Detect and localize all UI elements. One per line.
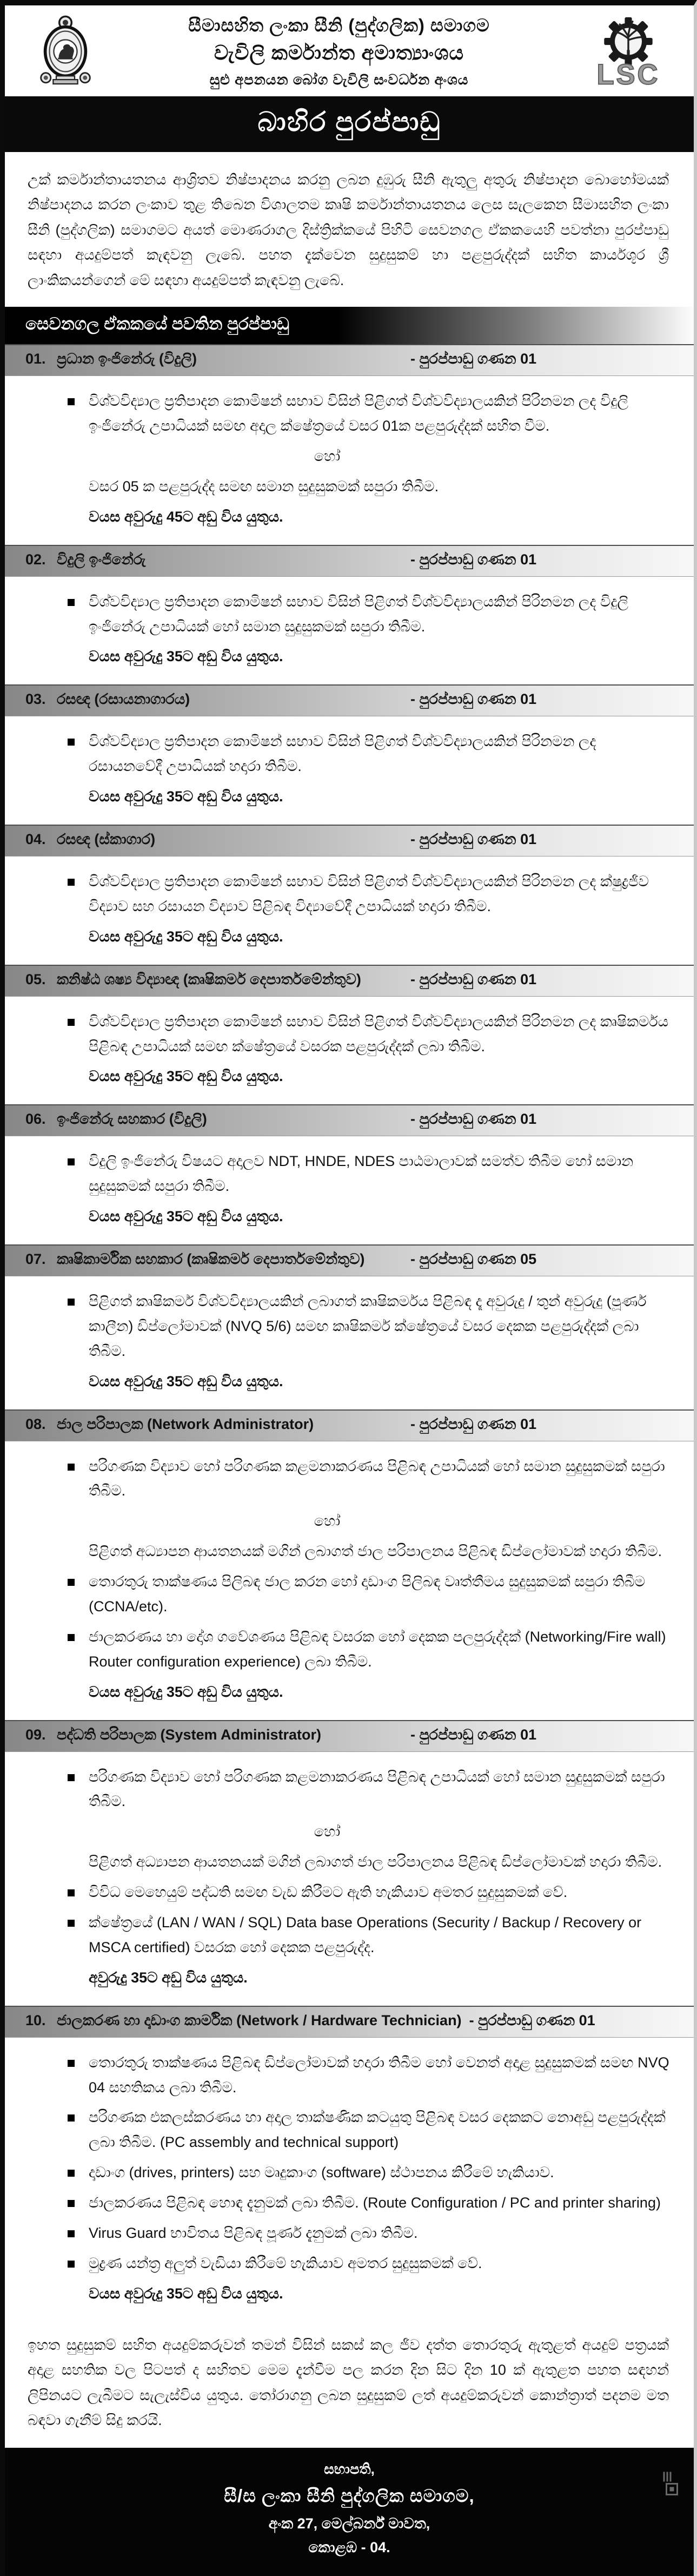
qualification-plain-item: වසර 05 ක පළපුරුද්ද සමඟ සමාන සුදුසුකමක් සපුරා තිබීම. [89, 478, 439, 495]
bullet-square-icon [68, 398, 75, 405]
printer-mark-icon [661, 2471, 682, 2496]
age-requirement: වයස අවුරුදු 35ට අඩු විය යුතුය. [89, 1068, 283, 1085]
vacancy-section-body [5, 1136, 694, 1244]
vacancy-title: පද්ධති පරිපාලක (System Administrator) [57, 1726, 322, 1743]
vacancy-title: ඉංජිනේරු සහකාර (විදුලි) [57, 1111, 207, 1128]
bullet-square-icon [68, 2114, 75, 2122]
vacancy-section-header [5, 1104, 694, 1136]
qualification-text: විශ්වවිද්‍යාල ප්‍රතිපාදන කොමිෂන් සභාව විසින් පිළිගත් විශ්වවිද්‍යාලයකින් පිරිනමන ලද රසායනවේදී උපාධියක් හදාරා තිබීම. [89, 733, 596, 775]
qualification-text: තොරතුරු තාක්ෂණය පිළිබඳ ඩිප්ලෝමාවක් හදාරා තිබීම හෝ වෙනත් අදාළ සුදුසුකමක් සමඟ NVQ 04 සහතිකය ලබා තිබීම. [89, 2054, 669, 2096]
qualification-bullet-item [5, 2160, 671, 2185]
vacancy-title: කෘෂිකාර්මික සහකාර (කෘෂිකර්ම දෙපාර්තමේන්තුව) [57, 1251, 365, 1267]
vacancy-count: - පුරප්පාඩු ගණන 01 [410, 551, 537, 568]
qualification-text: පරිගණක එකලස්කරණය හා අදාල තාක්ෂණික කටයුතු පිළිබඳ වසර දෙකකට නොඅඩු පළපුරුද්දක් ලබා තිබීම. (PC assembly and technical support) [89, 2109, 666, 2151]
footer-company: සී/ස ලංකා සීනි පුද්ගලික සමාගම, [224, 2486, 475, 2506]
qualification-text: පරිගණක විද්‍යාව හෝ පරිගණක කළමනාකරණය පිළිබඳ උපාධියක් හෝ සමාන සුදුසුකමක් සපුරා තිබීම. [89, 1768, 665, 1810]
qualification-text: පරිගණක විද්‍යාව හෝ පරිගණක කළමනාකරණය පිළිබඳ උපාධියක් හෝ සමාන සුදුසුකමක් සපුරා තිබීම. [89, 1458, 665, 1499]
footer-street: අංක 27, මෙල්බර්න් මාවත, [268, 2515, 430, 2532]
vacancy-title: ප්‍රධාන ඉංජිනේරු (විදුලි) [57, 351, 197, 367]
bullet-square-icon [68, 2170, 75, 2177]
age-requirement: වයස අවුරුදු 35ට අඩු විය යුතුය. [89, 648, 283, 665]
vacancy-number: 05. [25, 971, 46, 987]
vacancy-section-header [5, 1720, 694, 1752]
vacancy-section-header [5, 965, 694, 997]
vacancy-section-body [5, 376, 694, 544]
qualification-bullet-item [5, 1010, 671, 1059]
vacancy-section-body [5, 1752, 694, 2006]
lsc-logo-text: LSC [596, 58, 660, 90]
intro-paragraph: උක් කර්මාන්තායතනය ආශ්‍රිතව නිෂ්පාදනය කරනු ලබන දුඹුරු සීනි ඇතුලු අතුරු නිෂ්පාදන බොහෝමයක් නිෂ්පාදනය කරන ලංකාව තුළ තිබෙන විශාලතම කෘෂි කර්මාන්තායතනය ලෙස සැලකෙන සීමාසහිත ලංකා සීනි (පුද්ගලික) සමාගමට අයත් මොණරාගල දිස්ත්‍රික්කයේ පිහිටි සෙවනගල ඒකකයෙහි පවත්නා පුරප්පාඩු සඳහා අයදුම්පත් කැඳවනු ලැබේ. පහත දැක්වෙන සුදුසුකම් හා පළපුරුද්දක් සහිත කාර්යශූර ශ්‍රී ලාංකිකයන්ගෙන් මේ සඳහා අයදුම්පත් කැඳවනු ලැබේ. [28, 172, 669, 288]
vacancy-section [5, 684, 694, 825]
vacancy-count: - පුරප්පාඩු ගණන 01 [410, 691, 537, 708]
qualification-bullet-item [5, 1880, 671, 1905]
vacancy-count: - පුරප්පාඩු ගණන 01 [410, 351, 537, 367]
vacancy-section-header [5, 344, 694, 376]
vacancy-section-header [5, 1409, 694, 1441]
bullet-square-icon [68, 2261, 75, 2268]
vacancy-section [5, 1409, 694, 1720]
qualification-bullet-item [5, 729, 671, 779]
age-requirement: වයස අවුරුදු 35ට අඩු විය යුතුය. [89, 1683, 283, 1700]
bullet-square-icon [68, 1464, 75, 1471]
vacancy-title: ජාලකරණ හා දෘඩාංග කාර්මික (Network / Hardware Technician) [57, 2012, 462, 2028]
qualification-bullet-item [5, 590, 671, 640]
qualification-bullet-item [5, 1625, 671, 1675]
vacancy-count: - පුරප්පාඩු ගණන 01 [469, 2012, 595, 2028]
lsc-logo [582, 13, 674, 90]
vacancy-number: 06. [25, 1111, 46, 1128]
age-requirement: වයස අවුරුදු 35ට අඩු විය යුතුය. [89, 928, 283, 945]
qualification-bullet-item [5, 1454, 671, 1504]
vacancy-count: - පුරප්පාඩු ගණන 01 [410, 831, 537, 847]
vacancy-section-header [5, 545, 694, 577]
vacancy-count: - පුරප්පාඩු ගණන 01 [410, 1111, 537, 1128]
vacancy-count: - පුරප්පාඩු ගණන 01 [410, 1415, 537, 1432]
qualification-text: විශ්වවිද්‍යාල ප්‍රතිපාදන කොමිෂන් සභාව විසින් පිළිගත් විශ්වවිද්‍යාලයකින් පිරිනමන ලද විදුලි ඉංජිනේරු උපාධියක් හෝ සමාන සුදුසුකමක් සපුරා තිබීම. [89, 593, 628, 635]
vacancy-number: 07. [25, 1251, 46, 1267]
vacancy-number: 03. [25, 691, 46, 708]
qualification-text: Virus Guard භාවිතය පිළිබඳ පූර්ණ දැනුමක් ලබා තිබීම. [89, 2225, 418, 2242]
qualification-plain-item: පිළිගත් අධ්‍යාපන ආයතනයක් මගින් ලබාගත් ජාල පරිපාලනය පිළිබඳ ඩිප්ලෝමාවක් හදාරා තිබීම. [89, 1543, 662, 1560]
or-separator: හෝ [314, 1823, 341, 1840]
vacancy-number: 10. [25, 2012, 46, 2028]
age-requirement: අවුරුදු 35ට අඩු විය යුතුය. [89, 1969, 248, 1986]
vacancy-count: - පුරප්පාඩු ගණන 01 [410, 1726, 537, 1743]
vacancy-section [5, 2006, 694, 2322]
or-separator: හෝ [314, 447, 341, 464]
bullet-square-icon [68, 1579, 75, 1586]
vacancy-section-body [5, 1276, 694, 1409]
qualification-bullet-item [5, 1289, 671, 1364]
vacancy-number: 01. [25, 351, 46, 367]
bullet-square-icon [68, 1920, 75, 1927]
vacancy-title: රසඥ (ස්කාගාර) [57, 831, 156, 847]
qualification-text: විවිධ මෙහෙයුම් පද්ධති සමඟ වැඩ කිරීමට ඇති හැකියාව අමතර සුදුසුකමක් වේ. [89, 1884, 568, 1901]
qualification-plain-item: පිළිගත් අධ්‍යාපන ආයතනයක් මගින් ලබාගත් ජාල පරිපාලනය පිළිබඳ ඩිප්ලෝමාවක් හදාරා තිබීම. [89, 1854, 662, 1870]
qualification-bullet-item [5, 1910, 671, 1960]
vacancy-count: - පුරප්පාඩු ගණන 05 [410, 1251, 537, 1267]
footer-address [5, 2448, 694, 2576]
vacancy-section-header [5, 825, 694, 857]
masthead-titles [96, 14, 582, 89]
vacancy-title: කනිෂ්ඨ ශෂ්‍ය විද්‍යාඥ (කෘෂිකර්ම දෙපාර්තමේන්තුව) [57, 971, 361, 987]
qualification-bullet-item [5, 2251, 671, 2276]
footer-city: කොළඹ - 04. [308, 2539, 390, 2556]
or-separator: හෝ [314, 1513, 341, 1530]
vacancy-section-body [5, 2038, 694, 2322]
vacancy-section-body [5, 997, 694, 1105]
qualification-bullet-item [5, 2051, 671, 2100]
vacancy-title: රසඥ (රසායනාගාරය) [57, 691, 190, 708]
vacancy-title: විදුලි ඉංජිනේරු [57, 551, 146, 568]
unit-heading: සෙවනගල ඒකකයේ පවතින පුරප්පාඩු [5, 307, 694, 344]
vacancy-title: ජාල පරිපාලක (Network Administrator) [57, 1415, 314, 1432]
qualification-text: ජාලකරණය පිළිබඳ හොඳ දැනුමක් ලබා තිබීම. (Route Configuration / PC and printer sharing) [89, 2195, 661, 2211]
vacancy-section-header [5, 2006, 694, 2038]
vacancy-section-body [5, 857, 694, 965]
bullet-square-icon [68, 2230, 75, 2237]
qualification-bullet-item [5, 389, 671, 439]
vacancy-section-body [5, 577, 694, 685]
qualification-text: විශ්වවිද්‍යාල ප්‍රතිපාදන කොමිෂන් සභාව විසින් පිළිගත් විශ්වවිද්‍යාලයකින් පිරිනමන ලද ක්ෂුද්‍රජීව විද්‍යාව සහ රසායන විද්‍යාව පිළිබඳ විද්‍යාවේදී උපාධියක් හදාරා තිබීම. [89, 873, 649, 914]
bullet-square-icon [68, 599, 75, 606]
qualification-bullet-item [5, 1570, 671, 1619]
age-requirement: වයස අවුරුදු 35ට අඩු විය යුතුය. [89, 1373, 283, 1389]
vacancy-section [5, 344, 694, 544]
vacancy-section [5, 825, 694, 965]
bullet-square-icon [68, 1889, 75, 1896]
age-requirement: වයස අවුරුදු 35ට අඩු විය යුතුය. [89, 2285, 283, 2302]
qualification-text: විදුලි ඉංජිනේරු විෂයට අදාලව NDT, HNDE, NDES පාඨමාලාවක් සමත්ව තිබීම හෝ සමාන සුදුසුකමක් සපුරා තිබීම. [89, 1153, 634, 1195]
vacancy-section [5, 965, 694, 1105]
closing-paragraph: ඉහත සුදුසුකම් සහිත අයදුම්කරුවන් තමන් විසින් සකස් කල ජීව දත්ත තොරතුරු ඇතුළත් අයදුම් පත්‍රයක් අදාළ සහතික වල පිටපත් ද සහිතව මෙම දැන්වීම පල කරන දින සිට දින 10 ක් ඇතුළත පහත සඳහන් ලිපිනයට ලැබීමට සැලැස්විය යුතුය. තෝරාගනු ලබන සුදුසුකම් ලත් අයදුම්කරුවන් කොන්ත්‍රාත් පදනම මත බඳවා ගැනීම් සිදු කරයි. [28, 2336, 669, 2429]
vacancy-section-header [5, 1244, 694, 1276]
qualification-bullet-item [5, 2221, 671, 2246]
vacancy-number: 02. [25, 551, 46, 568]
qualification-bullet-item [5, 1765, 671, 1815]
division-name: සුළු අපනයන බෝග වැවිලි සංවර්ධන අංශය [209, 71, 469, 88]
vacancy-section [5, 1104, 694, 1244]
bullet-square-icon [68, 1158, 75, 1165]
bullet-square-icon [68, 1019, 75, 1026]
bullet-square-icon [68, 879, 75, 886]
bullet-square-icon [68, 2060, 75, 2067]
page-title: බාහිර පුරප්පාඩු [5, 96, 694, 152]
national-emblem-icon [35, 15, 96, 88]
vacancy-section-header [5, 684, 694, 716]
qualification-text: මුද්‍රණ යන්ත්‍ර අලුත් වැඩියා කිරීමේ හැකියාව අමතර සුදුසුකමක් වේ. [89, 2255, 482, 2271]
qualification-bullet-item [5, 2105, 671, 2155]
vacancy-count: - පුරප්පාඩු ගණන 01 [410, 971, 537, 987]
qualification-text: විශ්වවිද්‍යාල ප්‍රතිපාදන කොමිෂන් සභාව විසින් පිළිගත් විශ්වවිද්‍යාලයකින් පිරිනමන ලද කෘෂිකර්මය පිළිබඳ උපාධියක් සමඟ ක්ෂේත්‍රයේ වසරක පළපුරුද්දක් ලබා තිබීම. [89, 1013, 669, 1055]
company-name: සීමාසහිත ලංකා සීනි (පුද්ගලික) සමාගම [188, 15, 490, 35]
qualification-text: තොරතුරු තාක්ෂණය පිලිබඳ ජාල කරන හෝ දෘඩාංග පිලිබඳ වෘත්තීමය සුදුසුකමක් සපුරා තිබීම (CCNA/etc). [89, 1573, 646, 1615]
vacancy-number: 04. [25, 831, 46, 847]
footer-chairman: සභාපති, [324, 2461, 375, 2478]
vacancy-section [5, 1244, 694, 1409]
vacancy-number: 08. [25, 1415, 46, 1432]
vacancy-section [5, 545, 694, 685]
qualification-bullet-item [5, 1149, 671, 1199]
vacancy-section [5, 1720, 694, 2006]
bullet-square-icon [68, 1299, 75, 1306]
bullet-square-icon [68, 739, 75, 746]
qualification-text: දෘඩාංග (drives, printers) සහ මෘදුකාංග (software) ස්ථාපනය කිරීමේ හැකියාව. [89, 2164, 554, 2181]
bullet-square-icon [68, 1634, 75, 1641]
bullet-square-icon [68, 1774, 75, 1781]
ministry-name: වැවිලි කර්මාන්ත අමාත්‍යාංශය [214, 42, 464, 64]
qualification-bullet-item [5, 869, 671, 919]
age-requirement: වයස අවුරුදු 35ට අඩු විය යුතුය. [89, 788, 283, 805]
qualification-text: ජාලකරණය හා දෝශ ගවේශණය පිළිබඳ වසරක හෝ දෙකක පලපුරුද්දක් (Networking/Fire wall) Router configuration experience) ලබා තිබීම. [89, 1628, 666, 1670]
masthead [5, 5, 694, 96]
age-requirement: වයස අවුරුදු 45ට අඩු විය යුතුය. [89, 508, 283, 525]
qualification-text: විශ්වවිද්‍යාල ප්‍රතිපාදන කොමිෂන් සභාව විසින් පිළිගත් විශ්වවිද්‍යාලයකින් පිරිනමන ලද විදුලි ඉංජිනේරු උපාධියක් සමඟ අදාල ක්ෂේත්‍රයේ වසර 01ක පළපුරුද්දක් සහිත වීම. [89, 393, 628, 434]
vacancy-section-body [5, 716, 694, 825]
vacancy-section-body [5, 1441, 694, 1720]
bullet-square-icon [68, 2200, 75, 2207]
age-requirement: වයස අවුරුදු 35ට අඩු විය යුතුය. [89, 1208, 283, 1225]
qualification-bullet-item [5, 2191, 671, 2216]
qualification-text: ක්ෂේත්‍රයේ (LAN / WAN / SQL) Data base Operations (Security / Backup / Recovery or MSCA certified) වසරක හෝ දෙකක පළපුරුද්ද. [89, 1914, 642, 1955]
vacancy-number: 09. [25, 1726, 46, 1743]
qualification-text: පිළිගත් කෘෂිකර්ම විශ්වවිද්‍යාලයකින් ලබාගත් කෘෂිකර්මය පිළිබඳ දෑ අවුරුදු / තුන් අවුරුදු (පූර්ණ කාලීන) ඩිප්ලෝමාවක් (NVQ 5/6) සමඟ කෘෂිකර්ම ක්ෂේත්‍රයේ වසර දෙකක පළපුරුද්දක් ලබා තිබීම. [89, 1293, 647, 1359]
sections [5, 344, 694, 2322]
